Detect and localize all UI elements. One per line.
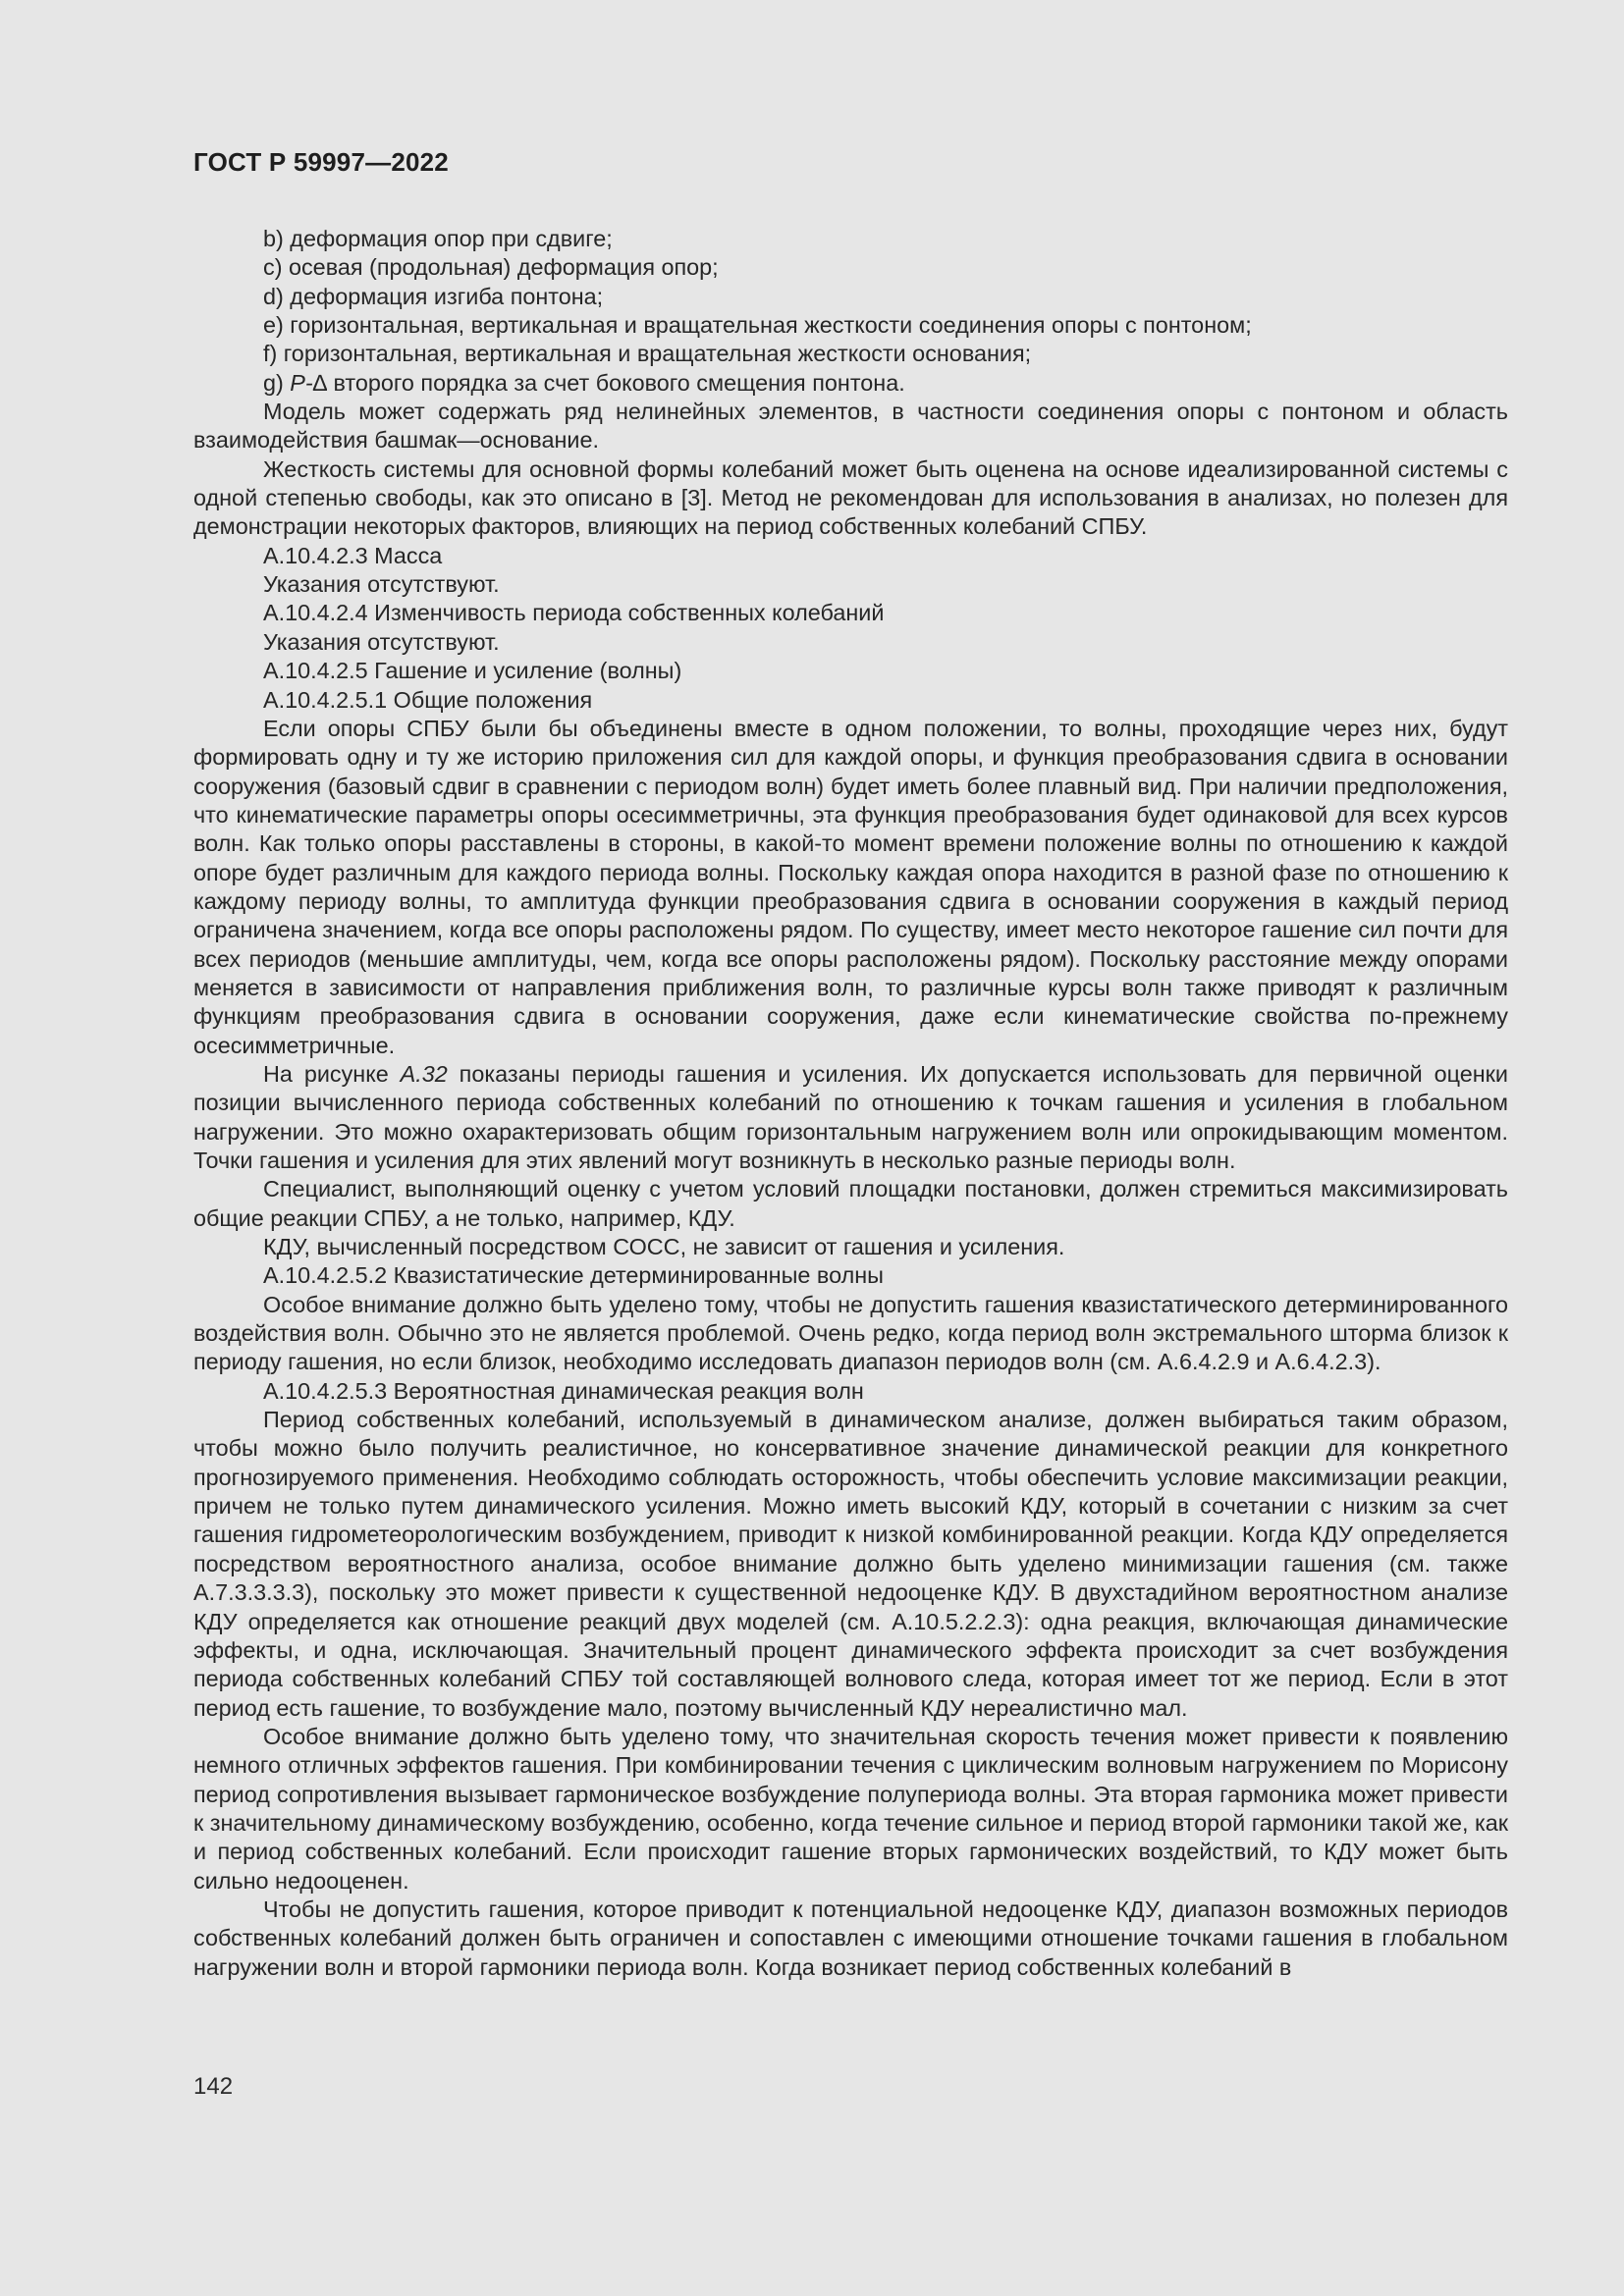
document-body: [193, 225, 1508, 1982]
paragraph: Особое внимание должно быть уделено тому, что значительная скорость течения может привести к появлению немного отличных эффектов гашения. При комбинировании течения с циклическим волновым нагружением по Морисону период сопротивления вызывает гармоническое возбуждение полупериода волны. Эта вторая гармоника может привести к значительному динамическому возбуждению, особенно, когда течение сильное и период второй гармоники такой же, как и период собственных колебаний. Если происходит гашение вторых гармонических воздействий, то КДУ может быть сильно недооценен.: [193, 1723, 1508, 1894]
paragraph: Указания отсутствуют.: [263, 571, 500, 598]
paragraph: КДУ, вычисленный посредством СОСС, не зависит от гашения и усиления.: [263, 1234, 1065, 1260]
paragraph: Специалист, выполняющий оценку с учетом условий площадки постановки, должен стремиться максимизировать общие реакции СПБУ, а не только, например, КДУ.: [193, 1176, 1508, 1231]
section-heading: А.10.4.2.4 Изменчивость периода собственных колебаний: [263, 600, 885, 626]
paragraph: Если опоры СПБУ были бы объединены вместе в одном положении, то волны, проходящие через них, будут формировать одну и ту же историю приложения сил для каждой опоры, и функция преобразования сдвига в основании сооружения (базовый сдвиг в сравнении с периодом волн) будет иметь более плавный вид. При наличии предположения, что кинематические параметры опоры осесимметричны, эта функция преобразования будет одинаковой для всех курсов волн. Как только опоры расставлены в стороны, в какой-то момент времени положение волны по отношению к каждой опоре будет различным для каждого периода волны. Поскольку каждая опора находится в разной фазе по отношению к каждому периоду волны, то амплитуда функции преобразования сдвига в основании сооружения в каждый период ограничена значением, когда все опоры расположены рядом. По существу, имеет место некоторое гашение сил почти для всех периодов (меньшие амплитуды, чем, когда все опоры расположены рядом). Поскольку расстояние между опорами меняется в зависимости от направления приближения волн, то различные курсы волн также приводят к различным функциям преобразования сдвига в основании сооружения, даже если кинематические свойства по-прежнему осесимметричные.: [193, 715, 1508, 1058]
paragraph: Жесткость системы для основной формы колебаний может быть оценена на основе идеализированной системы с одной степенью свободы, как это описано в [3]. Метод не рекомендован для использования в анализах, но полезен для демонстрации некоторых факторов, влияющих на период собственных колебаний СПБУ.: [193, 455, 1508, 540]
list-item-e: e) горизонтальная, вертикальная и вращательная жесткости соединения опоры с понтоном;: [263, 312, 1252, 339]
list-item-c: c) осевая (продольная) деформация опор;: [263, 254, 719, 281]
list-item-g-prefix: g): [263, 369, 291, 396]
section-heading: А.10.4.2.5 Гашение и усиление (волны): [263, 658, 682, 684]
paragraph-prefix: На рисунке: [263, 1060, 401, 1087]
paragraph: [193, 1060, 1508, 1175]
list-item-d: d) деформация изгиба понтона;: [263, 283, 604, 309]
formula-p-delta: P-: [290, 369, 313, 396]
list-item-f: f) горизонтальная, вертикальная и вращательная жесткости основания;: [263, 341, 1032, 367]
paragraph-text: показаны периоды гашения и усиления. Их допускается использовать для первичной оценки позиции вычисленного периода собственных колебаний по отношению к точкам гашения и усиления в глобальном нагружении. Это можно охарактеризовать общим горизонтальным нагружением волн или опрокидывающим моментом. Точки гашения и усиления для этих явлений могут возникнуть в несколько разные периоды волн.: [193, 1060, 1508, 1173]
section-heading: А.10.4.2.5.3 Вероятностная динамическая реакция волн: [263, 1377, 864, 1404]
document-header: ГОСТ Р 59997—2022: [193, 147, 449, 177]
paragraph: Модель может содержать ряд нелинейных элементов, в частности соединения опоры с понтоном и область взаимодействия башмак—основание.: [193, 399, 1508, 454]
paragraph: Указания отсутствуют.: [263, 628, 500, 655]
section-heading: А.10.4.2.5.2 Квазистатические детерминированные волны: [263, 1262, 884, 1289]
figure-reference: А.32: [400, 1060, 448, 1087]
list-item-b: b) деформация опор при сдвиге;: [263, 226, 613, 251]
paragraph: Особое внимание должно быть уделено тому, чтобы не допустить гашения квазистатического детерминированного воздействия волн. Обычно это не является проблемой. Очень редко, когда период волн экстремального шторма близок к периоду гашения, но если близок, необходимо исследовать диапазон периодов волн (см. А.6.4.2.9 и А.6.4.2.3).: [193, 1291, 1508, 1375]
paragraph: Чтобы не допустить гашения, которое приводит к потенциальной недооценке КДУ, диапазон возможных периодов собственных колебаний должен быть ограничен и сопоставлен с имеющими отношение точками гашения в глобальном нагружении волн и второй гармоники периода волн. Когда возникает период собственных колебаний в: [193, 1896, 1508, 1980]
section-heading: А.10.4.2.5.1 Общие положения: [263, 686, 593, 713]
paragraph: Период собственных колебаний, используемый в динамическом анализе, должен выбираться таким образом, чтобы можно было получить реалистичное, но консервативное значение динамической реакции для конкретного прогнозируемого применения. Необходимо соблюдать осторожность, чтобы обеспечить условие максимизации реакции, причем не только путем динамического усиления. Можно иметь высокий КДУ, который в сочетании с низким за счет гашения гидрометеорологическим возбуждением, приводит к низкой комбинированной реакции. Когда КДУ определяется посредством вероятностного анализа, особое внимание должно быть уделено минимизации гашения (см. также А.7.3.3.3.3), поскольку это может привести к существенной недооценке КДУ. В двухстадийном вероятностном анализе КДУ определяется как отношение реакций двух моделей (см. А.10.5.2.2.3): одна реакция, включающая динамические эффекты, и одна, исключающая. Значительный процент динамического эффекта происходит за счет возбуждения периода собственных колебаний СПБУ той составляющей волнового следа, которая имеет тот же период. Если в этот период есть гашение, то возбуждение мало, поэтому вычисленный КДУ нереалистично мал.: [193, 1407, 1508, 1721]
section-heading: А.10.4.2.3 Масса: [263, 542, 443, 568]
list-item-g-text: ∆ второго порядка за счет бокового смещения понтона.: [312, 369, 905, 396]
page-number: 142: [193, 2073, 234, 2100]
list-item-g: [193, 369, 1508, 398]
